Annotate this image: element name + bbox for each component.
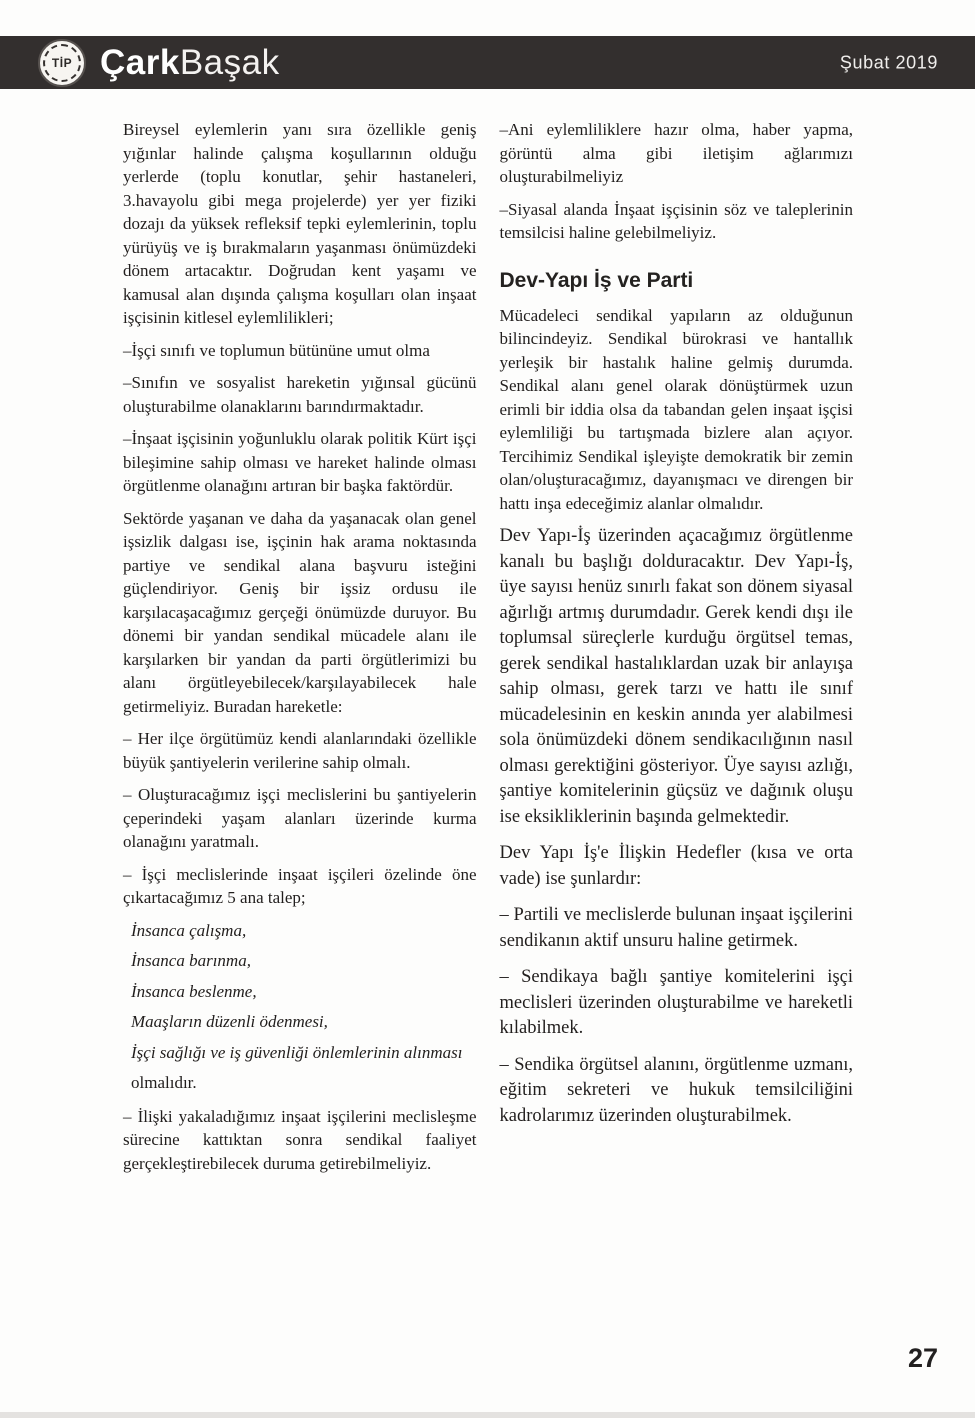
issue-date: Şubat 2019 [839,52,938,72]
page-body [123,118,853,1184]
tip-logo-ring [43,44,81,82]
list-item: –İnşaat işçisinin yoğunluklu olarak politik Kürt işçi bileşimine sahip olması ve hareket halinde olması örgütlenme olanağını artıran bir başka faktördür. [123,429,477,495]
list-item: – İlişki yakaladığımız inşaat işçilerini meclisleşme sürecine kattıktan sonra sendikal faaliyet gerçekleştirebilecek duruma getirebilmeliyiz. [123,1106,477,1173]
right-column [500,118,854,1184]
list-item: – Partili ve meclislerde bulunan inşaat işçilerini sendikanın aktif unsuru haline getirmek. [499,905,853,951]
demand-item: İnsanca beslenme, [131,981,257,1001]
publication-title-light: Başak [179,43,280,82]
publication-title-bold: Çark [100,43,180,82]
list-item: –Ani eylemliliklere hazır olma, haber yapma, görüntü alma gibi iletişim ağlarımızı oluşturabilmeliyiz [499,120,853,186]
demand-item: Maaşların düzenli ödenmesi, [131,1012,328,1031]
section-heading: Dev-Yapı İş ve Parti [499,268,694,292]
paragraph: Dev Yapı İş'e İlişkin Hedefler (kısa ve orta vade) ise şunlardır: [499,843,853,889]
list-item: –İşçi sınıfı ve toplumun bütününe umut olma [123,340,430,360]
list-item: – Her ilçe örgütümüz kendi alanlarındaki özellikle büyük şantiyelerin verilerine sahip olmalı. [123,729,477,772]
left-column [123,118,477,1184]
paragraph: Dev Yapı-İş üzerinden açacağımız örgütlenme kanalı bu başlığı dolduracaktır. Dev Yapı-İş, üye sayısı henüz sınırlı fakat son dönem siyasal ağırlığı artmış durumdadır. Gerek kendi dışı ile toplumsal süreçlerle kurduğu örgütsel temas, gerek sendikal hastalıklardan uzak bir anlayışa sahip olması, gerek tarzı ve hattı ile sınıf mücadelesinin en keskin anında yer alabilmesi sola önümüzdeki dönem sendikacılığının nasıl olması gerektiğini gösteriyor. Üye sayısı azlığı, şantiye komitelerinin güçsüz ve dağınık oluşu ise eksikliklerinin başında gelmektedir. [499,526,853,827]
list-item: – Oluşturacağımız işçi meclislerini bu şantiyelerin çeperindeki yaşam alanları üzerinde kurma olanağını yaratmalı. [123,785,477,851]
demand-item: İşçi sağlığı ve iş güvenliği önlemlerinin alınması [131,1042,463,1062]
masthead-bar [0,36,975,89]
list-item: –Sınıfın ve sosyalist hareketin yığınsal gücünü oluşturabilme olanaklarını barındırmaktadır. [123,373,477,416]
publication-title [100,45,280,80]
list-item: – Sendikaya bağlı şantiye komitelerini işçi meclisleri üzerinden oluşturabilme ve hareketli kılabilmek. [499,967,853,1039]
paragraph: Bireysel eylemlerin yanı sıra özellikle geniş yığınlar halinde çalışma koşullarının olduğu yerlerde (toplu konutlar, şehir hastaneleri, 3.havayolu gibi mega projelerde) yer yer fiziki dozajı da yüksek refleksif tepki eylemlerinin, toplu yürüyüş ve iş bırakmaların yaşanması önümüzdeki dönem artacaktır. Doğrudan kent yaşamı ve kamusal alan dışında çalışma koşulları olan inşaat işçisinin kitlesel eylemlilikleri; [123,120,477,327]
page-bottom-edge [0,1412,975,1418]
list-item: – Sendika örgütsel alanını, örgütlenme uzmanı, eğitim sekreteri ve hukuk temsilciliğini kadrolarımız üzerinden oluşturabilmek. [499,1054,853,1126]
page-number: 27 [907,1343,938,1373]
tip-logo-text: TİP [51,55,73,70]
list-item: –Siyasal alanda İnşaat işçisinin söz ve taleplerinin temsilcisi haline gelebilmeliyiz. [499,199,853,242]
demand-closing: olmalıdır. [131,1073,197,1092]
paragraph: Mücadeleci sendikal yapıların az olduğunun bilincindeyiz. Sendikal bürokrasi ve hantallık yerleşik bir hastalık haline gelmiş durumda. Sendikal alanı genel olarak dönüştürmek uzun erimli bir iddia olsa da tabandan gelen inşaat işçisi eylemliliği bu tartışmada bizlere alan açıyor. Tercihimiz Sendikal işleyişte demokratik bir zemin olan/oluşturacağımız, dayanışmacı ve direngen bir hattı inşa edeceğimiz alanlar olmalıdır. [499,305,853,513]
tip-logo-icon [38,39,86,87]
demand-item: İnsanca barınma, [131,951,251,970]
demand-item: İnsanca çalışma, [131,920,247,940]
list-item: – İşçi meclislerinde inşaat işçileri özelinde öne çıkartacağımız 5 ana talep; [123,864,477,907]
paragraph: Sektörde yaşanan ve daha da yaşanacak olan genel işsizlik dalgası ise, işçinin hak arama noktasında partiye ve sendikal alana başvuru isteğini güçlendiriyor. Geniş bir işsiz ordusu ile karşılacaşacağımız gerçeği önümüzde duruyor. Bu dönemi bir yandan sendikal mücadele alanı ile karşılarken bir yandan da parti örgütlerimizi bu alanı örgütleyebilecek/karşılayabilecek hale getirmeliyiz. Buradan hareketle: [123,508,477,716]
